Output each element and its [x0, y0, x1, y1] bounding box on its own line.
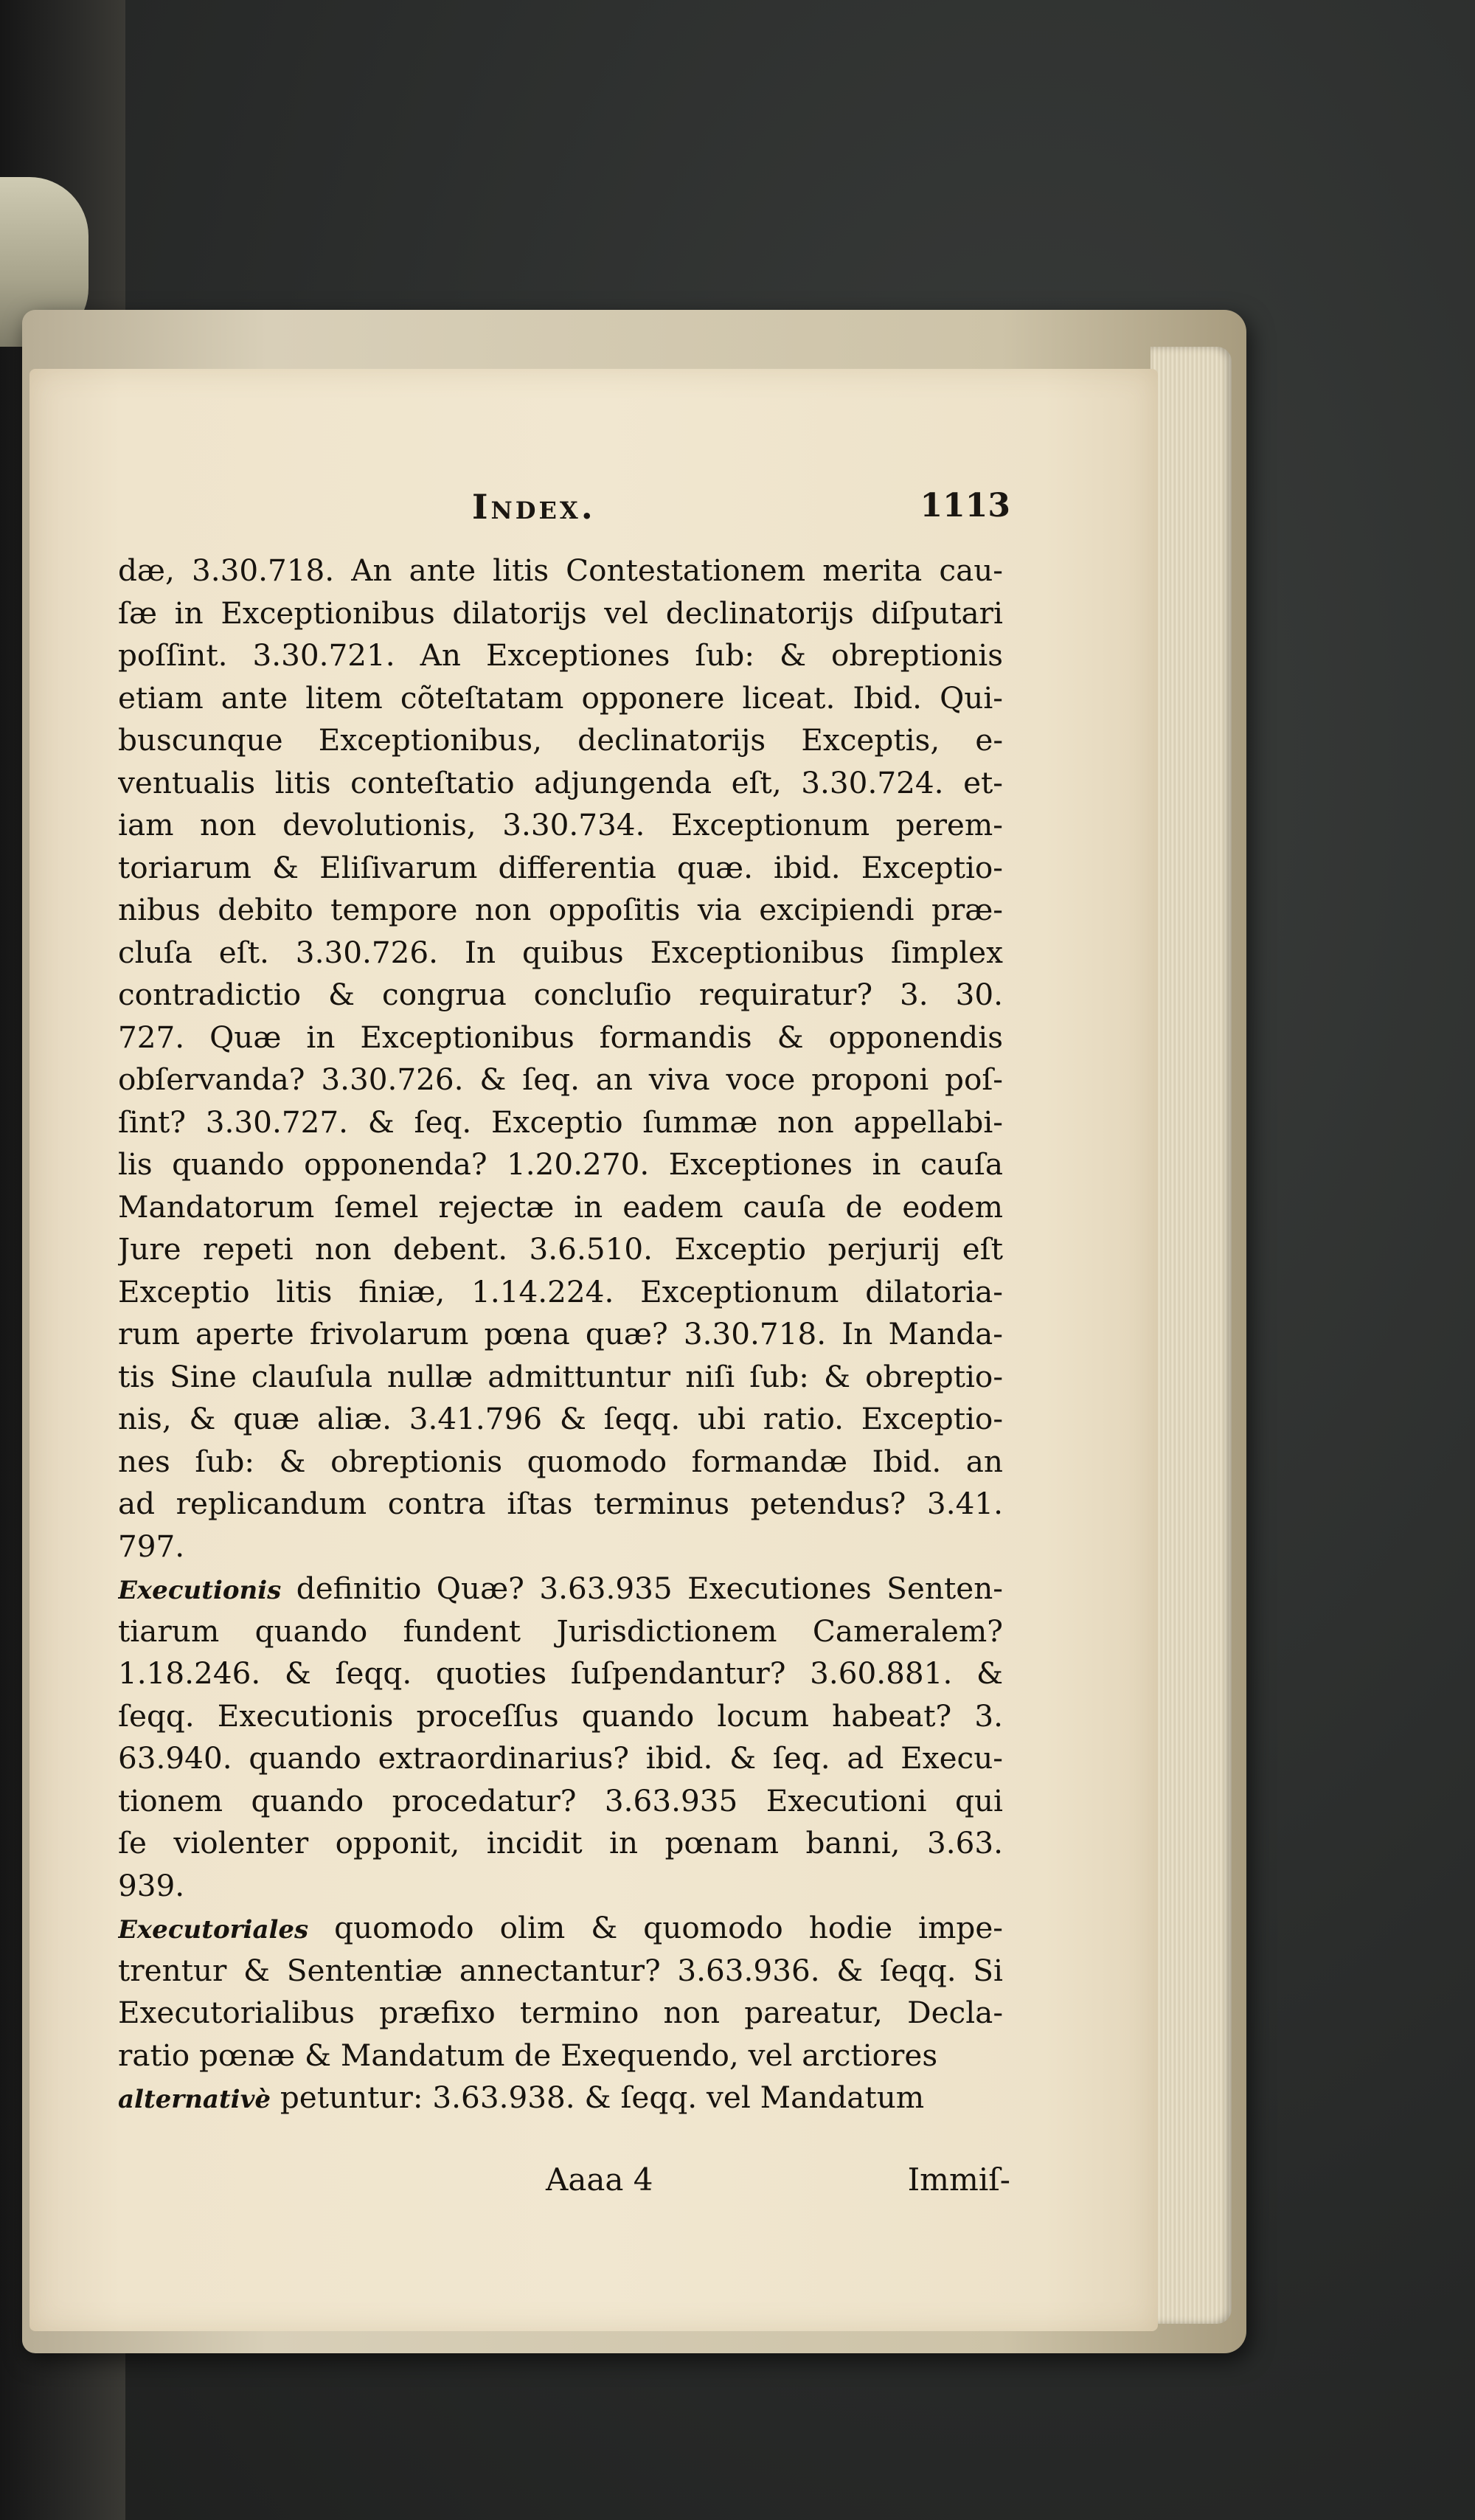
line-text: nes ſub: & obreptionis quomodo formandæ Ibid. an: [118, 1443, 1003, 1479]
catchword: Immiſ-: [907, 2161, 1010, 2198]
line-text: rum aperte frivolarum pœna quæ? 3.30.718. In Manda-: [118, 1316, 1003, 1351]
line-text: toriarum & Eliſivarum differentia quæ. ibid. Exceptio-: [118, 849, 1003, 885]
line-text: ſæ in Exceptionibus dilatorijs vel declinatorijs diſputari: [118, 595, 1003, 631]
line-text: quomodo olim & quomodo hodie impe-: [308, 1910, 1003, 1945]
text-line: [118, 1950, 1003, 1993]
text-line: [118, 974, 1003, 1017]
signature-mark: Aaaa 4: [546, 2161, 653, 2198]
line-text: poſſint. 3.30.721. An Exceptiones ſub: & obreptionis: [118, 637, 1003, 673]
line-text: Exceptio litis finiæ, 1.14.224. Exceptionum dilatoria-: [118, 1273, 1003, 1309]
line-text: Mandatorum ſemel rejectæ in eadem cauſa de eodem: [118, 1188, 1003, 1225]
page-footer: [111, 2161, 1010, 2206]
text-line: [118, 1780, 1003, 1823]
text-line: [118, 804, 1003, 847]
text-line: [118, 677, 1003, 720]
text-line: [118, 1822, 1003, 1865]
page-title: Index.: [472, 487, 596, 527]
index-text: [118, 550, 1003, 2158]
line-text: cluſa eſt. 3.30.726. In quibus Exceptionibus ſimplex: [118, 934, 1003, 970]
line-text: tiarum quando fundent Jurisdictionem Cameralem?: [118, 1613, 1003, 1649]
page-number: 1113: [920, 487, 1010, 525]
text-line: [118, 550, 1003, 592]
text-line: [118, 1143, 1003, 1186]
line-text: trentur & Sententiæ annectantur? 3.63.936. & ſeqq. Si: [118, 1952, 1003, 1988]
line-text: obſervanda? 3.30.726. & ſeq. an viva voce proponi poſ-: [118, 1062, 1003, 1097]
text-line: [118, 1483, 1003, 1526]
text-line: [118, 1865, 1003, 1908]
line-text: Jure repeti non debent. 3.6.510. Exceptio perjurij eſt: [118, 1231, 1003, 1267]
text-line: [118, 1313, 1003, 1356]
line-text: lis quando opponenda? 1.20.270. Exceptiones in cauſa: [118, 1146, 1003, 1182]
text-line: [118, 1652, 1003, 1695]
line-text: tis Sine clauſula nullæ admittuntur niſi ſub: & obreptio-: [118, 1358, 1003, 1394]
line-text: ad replicandum contra iſtas terminus petendus? 3.41.: [118, 1486, 1003, 1521]
line-text: ratio pœnæ & Mandatum de Exequendo, vel arctiores: [118, 2037, 938, 2073]
text-line: [118, 2035, 1003, 2077]
line-text: 1.18.246. & ſeqq. quoties ſuſpendantur? 3.60.881. &: [118, 1655, 1003, 1691]
text-line: [118, 847, 1003, 890]
line-text: dæ, 3.30.718. An ante litis Contestationem merita cau-: [118, 553, 1003, 588]
text-line: [118, 1059, 1003, 1101]
line-text: contradictio & congrua concluſio requiratur? 3. 30.: [118, 977, 1003, 1012]
text-line: [118, 1737, 1003, 1780]
text-line: [118, 592, 1003, 635]
line-text: ſe violenter opponit, incidit in pœnam banni, 3.63.: [118, 1825, 1003, 1860]
entry-heading: Executionis: [118, 1576, 282, 1605]
text-line: [118, 1610, 1003, 1653]
line-text: 797.: [118, 1528, 185, 1564]
text-line: [118, 634, 1003, 677]
text-line: [118, 1228, 1003, 1271]
text-line: [118, 1398, 1003, 1441]
line-text: definitio Quæ? 3.63.935 Executiones Senten-: [281, 1571, 1003, 1606]
text-line: [118, 1356, 1003, 1399]
text-line: [118, 1907, 1003, 1950]
text-line: [118, 1186, 1003, 1229]
text-line: [118, 1992, 1003, 2035]
line-text: nis, & quæ aliæ. 3.41.796 & ſeqq. ubi ratio. Exceptio-: [118, 1401, 1003, 1436]
line-text: etiam ante litem cõteſtatam opponere liceat. Ibid. Qui-: [118, 679, 1003, 716]
entry-heading: Executoriales: [118, 1915, 309, 1945]
text-line: [118, 1017, 1003, 1059]
running-head: [111, 487, 1010, 531]
text-line: [118, 889, 1003, 932]
line-text: 63.940. quando extraordinarius? ibid. & ſeq. ad Execu-: [118, 1740, 1003, 1776]
text-line: [118, 1441, 1003, 1484]
text-line: [118, 2077, 1003, 2119]
line-text: Executorialibus præfixo termino non pareatur, Decla-: [118, 1995, 1003, 2030]
line-text: petuntur: 3.63.938. & ſeqq. vel Mandatum: [270, 2080, 925, 2115]
line-text: tionem quando procedatur? 3.63.935 Executioni qui: [118, 1782, 1003, 1818]
page-edges: [1150, 347, 1232, 2324]
line-text: ſint? 3.30.727. & ſeq. Exceptio ſummæ non appellabi-: [118, 1104, 1003, 1140]
text-line: [118, 719, 1003, 762]
line-text: iam non devolutionis, 3.30.734. Exceptionum perem-: [118, 807, 1003, 842]
text-line: [118, 1526, 1003, 1568]
text-line: [118, 932, 1003, 975]
text-line: [118, 762, 1003, 805]
text-line: [118, 1568, 1003, 1610]
entry-heading: alternativè: [118, 2085, 271, 2114]
text-line: [118, 1101, 1003, 1144]
line-text: nibus debito tempore non oppoſitis via excipiendi præ-: [118, 892, 1003, 927]
line-text: buscunque Exceptionibus, declinatorijs Exceptis, e-: [118, 722, 1003, 758]
line-text: 939.: [118, 1867, 185, 1903]
text-line: [118, 1695, 1003, 1738]
text-line: [118, 1271, 1003, 1314]
line-text: 727. Quæ in Exceptionibus formandis & opponendis: [118, 1019, 1003, 1055]
line-text: ſeqq. Executionis proceſſus quando locum habeat? 3.: [118, 1697, 1003, 1734]
line-text: ventualis litis conteſtatio adjungenda eſt, 3.30.724. et-: [118, 764, 1003, 800]
